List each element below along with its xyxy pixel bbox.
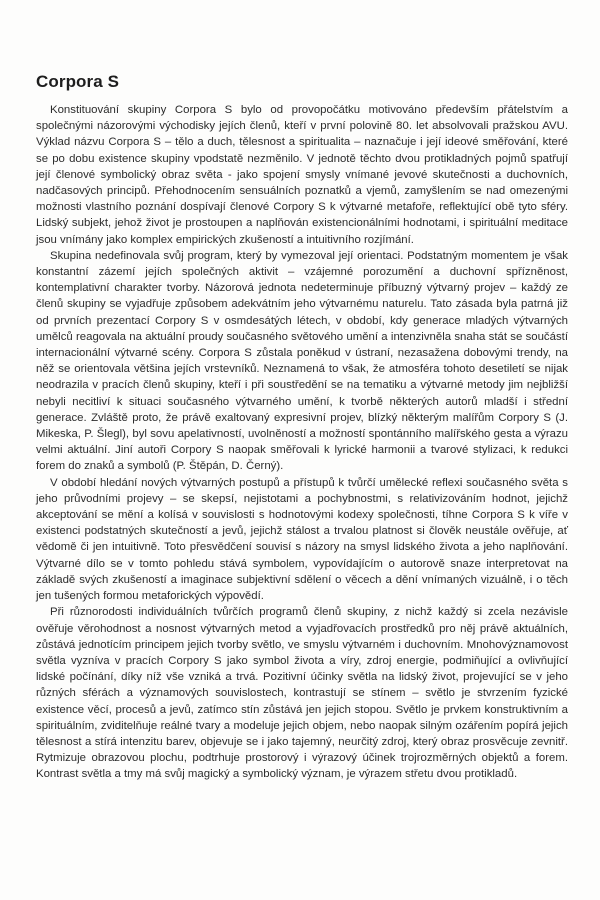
paragraph-3: V období hledání nových výtvarných postupů a přístupů k tvůrčí umělecké reflexi současného světa s jeho průvodními projevy – se skepsí, nejistotami a pochybnostmi, s relativizováním hodnot, jejichž akceptování se mění a kolísá v souvislosti s hodnotovými kodexy společnosti, tíhne Corpora S k víře v existenci podstatných skutečností a jevů, jejichž stálost a trvalou platnost si člověk neustále ověřuje, ať vědomě či jen intuitivně. Toto přesvědčení souvisí s názory na smysl lidského života a jeho naplňování. Výtvarné dílo se v tomto pohledu stává symbolem, vypovídajícím o autorově snaze interpretovat na základě svých zkušeností a imaginace subjektivní sdělení o věcech a dění vnímaných vizuálně, i o těch jen tušených formou metaforických výpovědí. bbox=[36, 476, 568, 603]
article-title: Corpora S bbox=[36, 72, 120, 91]
paragraph-4: Při různorodosti individuálních tvůrčích programů členů skupiny, z nichž každý si zcela nezávisle ověřuje věrohodnost a nosnost výtvarných metod a vyjadřovacích prostředků pro něj právě aktuálních, zůstává jednotícím principem jejich tvorby světlo, ve smyslu výtvarném i duchovním. Mnohovýznamovost světla vyzníva v pracích Corpory S jako symbol života a víry, zdroj energie, podmiňující a ovlivňující lidské počínání, díky níž vše vzniká a trvá. Pozitivní účinky světla na lidský život, projevující se v jeho různých sférách a významových souvislostech, kontrastují se stínem – světlo je stvrzením fyzické existence věcí, procesů a jevů, zatímco stín zůstává jen jejich stopou. Světlo je prvkem konstruktivním a spirituálním, zviditelňuje reálné tvary a modeluje jejich objem, nebo naopak silným ozářením popírá jejich tělesnost a stírá intenzitu barev, objevuje se i jako tajemný, neurčitý zdroj, který obraz prosvěcuje zevnitř. Rytmizuje obrazovou plochu, podtrhuje prostorový i výrazový účinek trojrozměrných objektů a forem. Kontrast světla a tmy má svůj magický a symbolický význam, je výrazem střetu dvou protikladů. bbox=[36, 606, 568, 781]
paragraph-2: Skupina nedefinovala svůj program, který by vymezoval její orientaci. Podstatným momentem je však konstantní zázemí jejích společných aktivit – vzájemné porozumění a duchovní spřízněnost, kontemplativní charakter tvorby. Názorová jednota nedeterminuje příbuzný výtvarný projev – každý ze členů skupiny se vyjadřuje způsobem adekvátním jeho výtvarnému naturelu. Tato zásada byla patrná již od prvních prezentací Corpory S v osmdesátých létech, v období, kdy generace mladých výtvarných umělců reagovala na aktuální proudy současného světového umění a intenzivněla snaha stát se součástí internacionální výtvarné scény. Corpora S zůstala poněkud v ústraní, nezasažena dobovými trendy, na něž se orientovala většina jejích vrstevníků. Neznamená to však, že atmosféra tohoto desetiletí se nijak neodrazila v pracích členů skupiny, kteří i při soustředění se na tematiku a výtvarné metody jim nejbližší nebyli necitliví k situaci současného výtvarného umění, k tvorbě některých autorů mladší i střední generace. Zvláště proto, že právě exaltovaný expresivní projev, blízký některým malířům Corpory S (J. Mikeska, P. Šlegl), byl sovu apelativností, uvolněností a možností spontánního malířského gesta a výrazu velmi aktuální. Jiní autoři Corpory S naopak směřovali k lyrické harmonii a tvarové stylizaci, k redukci forem do znaků a symbolů (P. Štěpán, D. Černý). bbox=[36, 249, 568, 473]
article bbox=[36, 72, 568, 783]
paragraph-1: Konstituování skupiny Corpora S bylo od provopočátku motivováno především přátelstvím a společnými názorovými východisky jejích členů, kteří v první polovině 80. let absolvovali pražskou AVU. Výklad názvu Corpora S – tělo a duch, tělesnost a spiritualita – naznačuje i její ideové směřování, které se po dobu existence skupiny vpodstatě nezměnilo. V jednotě těchto dvou protikladných pojmů spatřují její členové symbolický obraz světa - jako spojení smysly vnímané jevové skutečnosti a duchovních, nadčasových principů. Přehodnocením sensuálních poznatků a vjemů, zamyšlením se nad omezenými možnosti vlastního poznání dospívají členové Corpory S k výtvarné metafoře, reflektující obě tyto sféry. Lidský subjekt, jehož život je prostoupen a naplňován existencionálními hodnotami, i spirituální meditace jsou vnímány jako komplex empirických zkušeností a intuitivního rozjímání. bbox=[36, 104, 568, 246]
